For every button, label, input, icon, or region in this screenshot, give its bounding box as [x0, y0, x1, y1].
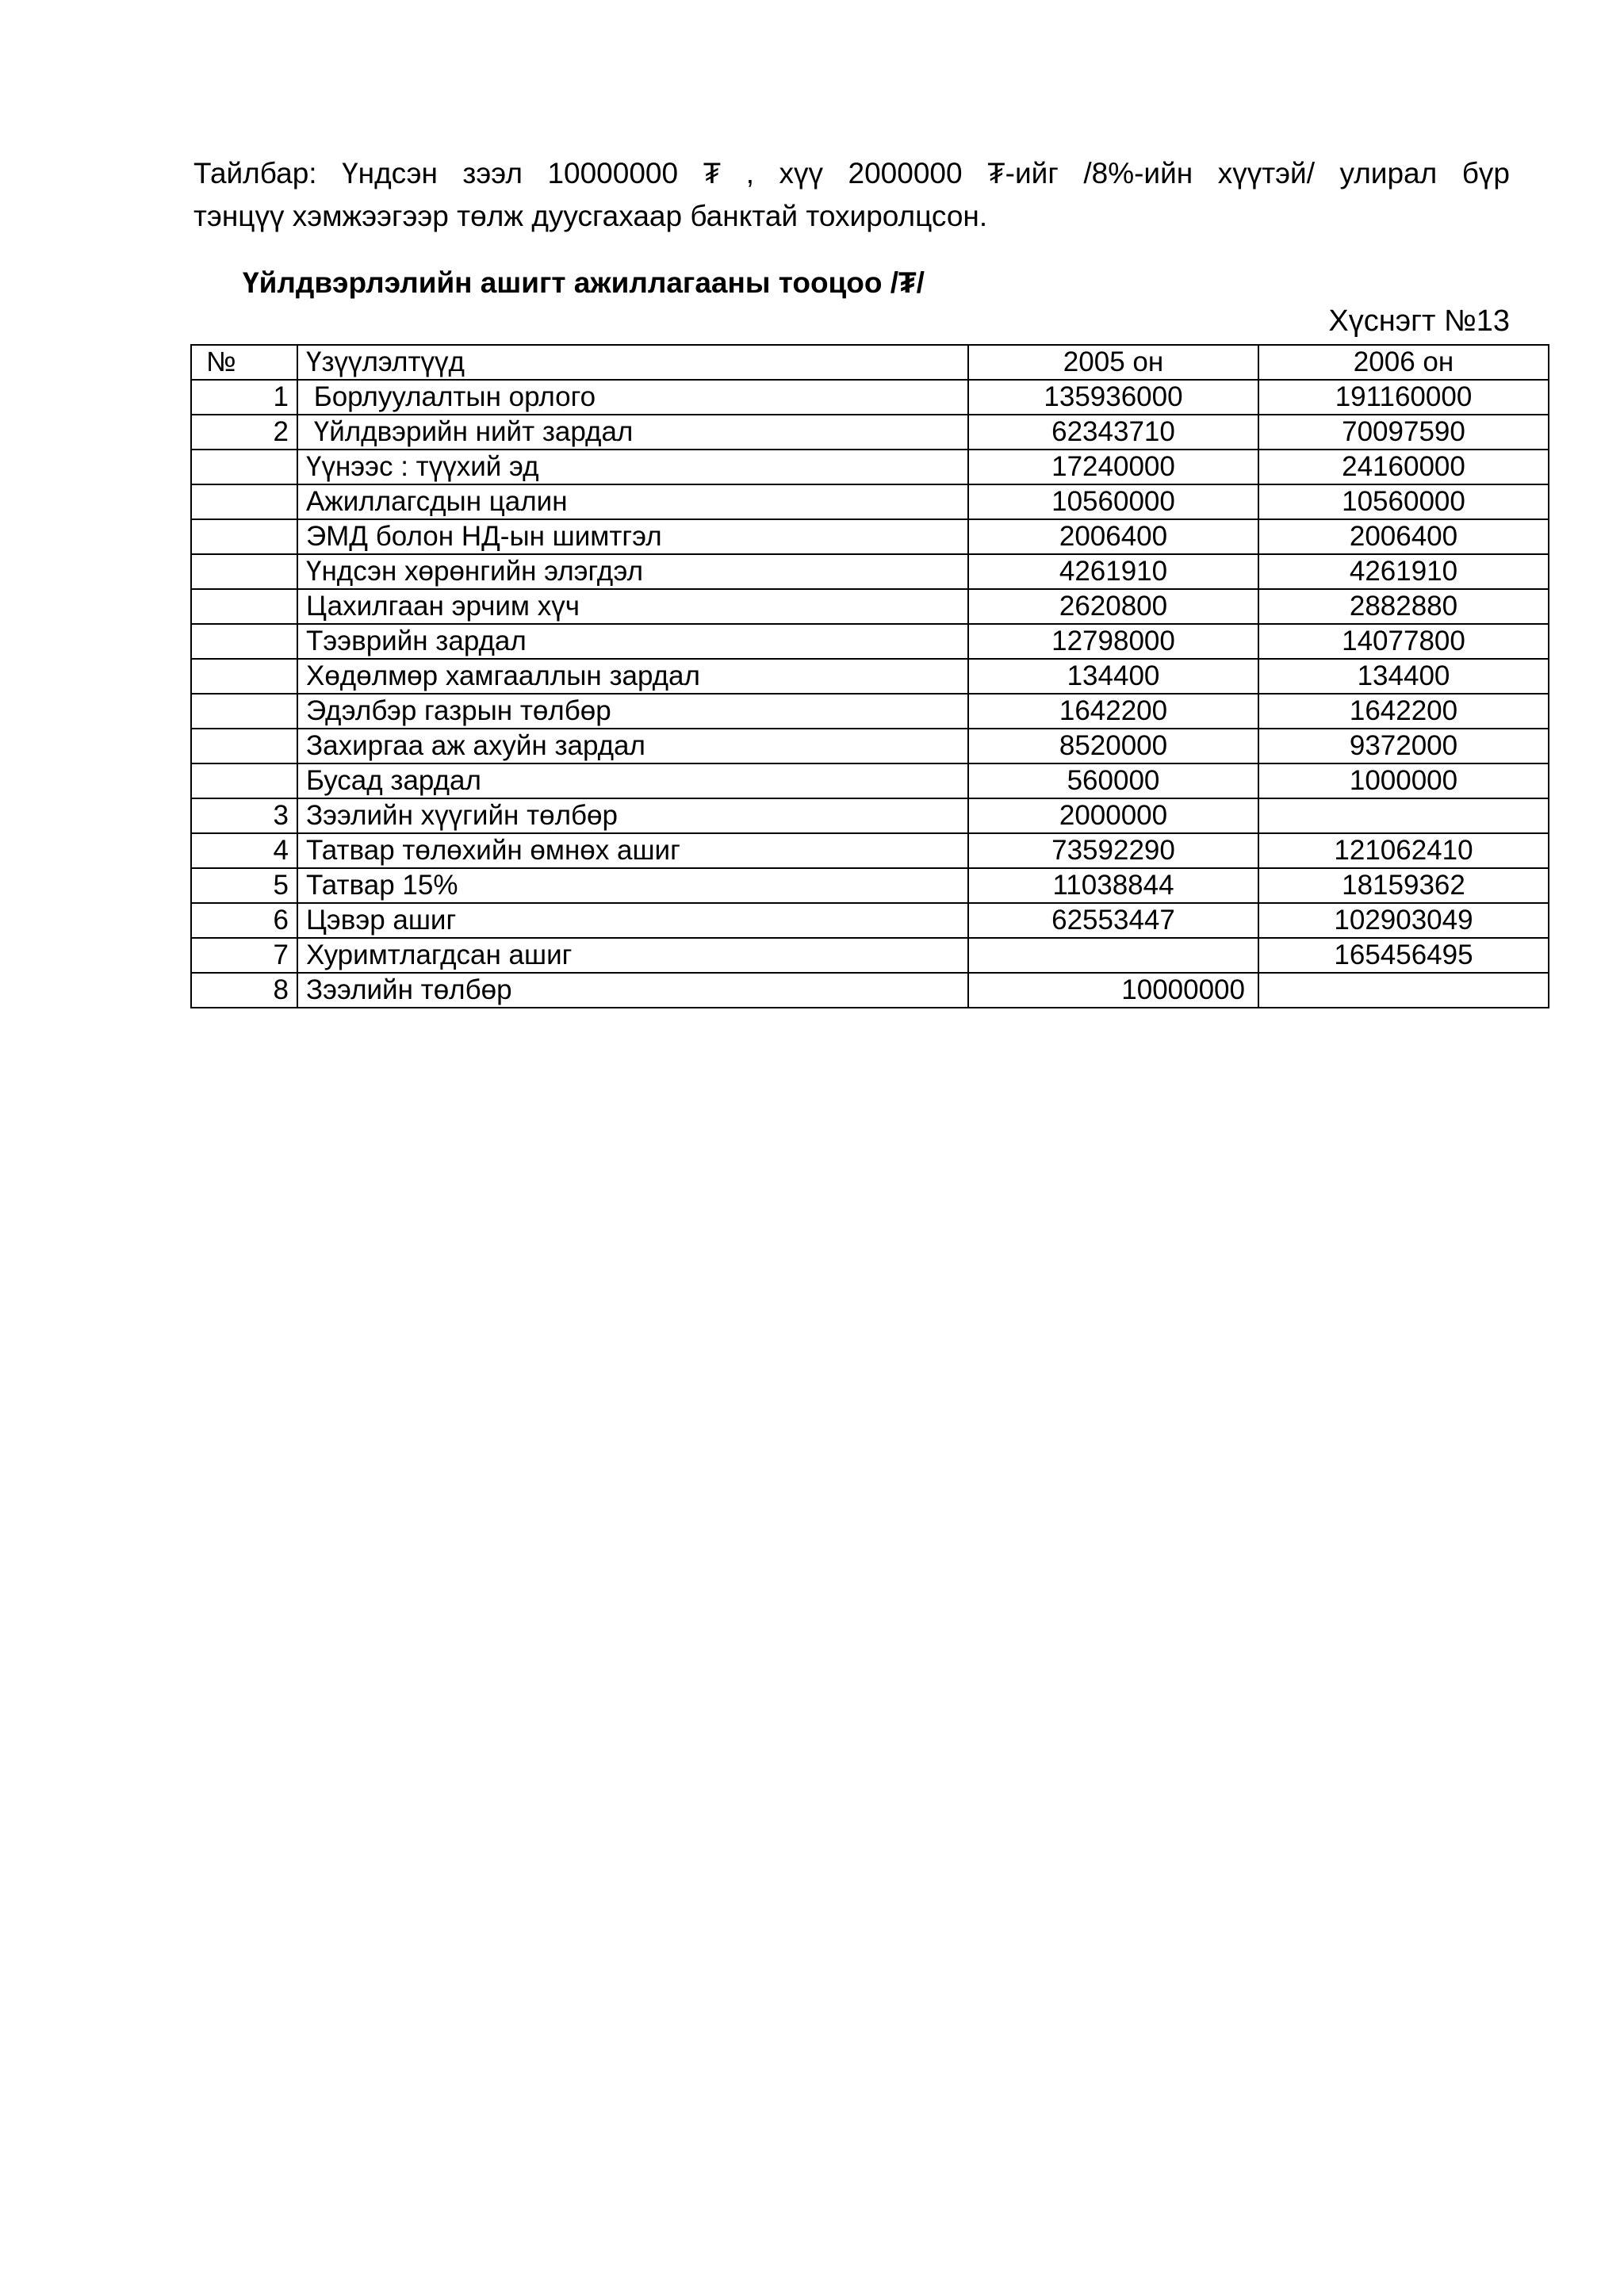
row-no	[191, 554, 297, 589]
row-no: 3	[191, 798, 297, 833]
row-no: 5	[191, 868, 297, 903]
row-2006: 134400	[1258, 659, 1549, 694]
row-2005: 10560000	[968, 484, 1258, 519]
row-2006	[1258, 798, 1549, 833]
row-2006: 165456495	[1258, 938, 1549, 973]
row-name: Цэвэр ашиг	[297, 903, 968, 938]
row-no: 8	[191, 973, 297, 1008]
row-name: Хөдөлмөр хамгааллын зардал	[297, 659, 968, 694]
table-row	[191, 450, 1549, 484]
row-no	[191, 729, 297, 763]
row-no: 4	[191, 833, 297, 868]
row-no: 1	[191, 380, 297, 415]
row-2005: 134400	[968, 659, 1258, 694]
row-2006: 18159362	[1258, 868, 1549, 903]
table-row	[191, 973, 1549, 1008]
table-row	[191, 903, 1549, 938]
row-name: Зээлийн хүүгийн төлбөр	[297, 798, 968, 833]
row-2006: 2882880	[1258, 589, 1549, 624]
row-2006: 4261910	[1258, 554, 1549, 589]
table-row	[191, 694, 1549, 729]
header-no: №	[191, 345, 297, 380]
row-2006: 102903049	[1258, 903, 1549, 938]
row-2006: 191160000	[1258, 380, 1549, 415]
row-2005: 8520000	[968, 729, 1258, 763]
row-name: Захиргаа аж ахуйн зардал	[297, 729, 968, 763]
row-name: Эдэлбэр газрын төлбөр	[297, 694, 968, 729]
table-row	[191, 659, 1549, 694]
profitability-table	[190, 344, 1549, 1008]
row-name: ЭМД болон НД-ын шимтгэл	[297, 519, 968, 554]
row-2006: 24160000	[1258, 450, 1549, 484]
row-name: Зээлийн төлбөр	[297, 973, 968, 1008]
row-2005: 135936000	[968, 380, 1258, 415]
row-name: Бусад зардал	[297, 763, 968, 798]
row-2005: 62553447	[968, 903, 1258, 938]
row-2005: 11038844	[968, 868, 1258, 903]
row-name: Ажиллагсдын цалин	[297, 484, 968, 519]
row-2006: 121062410	[1258, 833, 1549, 868]
row-no: 7	[191, 938, 297, 973]
row-name: Борлуулалтын орлого	[297, 380, 968, 415]
row-no: 2	[191, 415, 297, 450]
row-no	[191, 694, 297, 729]
table-row	[191, 763, 1549, 798]
row-no	[191, 450, 297, 484]
row-2006: 1642200	[1258, 694, 1549, 729]
table-body	[191, 345, 1549, 1008]
row-2005: 2000000	[968, 798, 1258, 833]
table-header-row	[191, 345, 1549, 380]
table-row	[191, 380, 1549, 415]
row-2005: 62343710	[968, 415, 1258, 450]
appendix-label: Хүснэгт №13	[1328, 304, 1510, 338]
table-row	[191, 938, 1549, 973]
table-title: Үйлдвэрлэлийн ашигт ажиллагааны тооцоо /₮/	[243, 266, 925, 299]
note-line-2: тэнцүү хэмжээгээр төлж дуусгахаар банктай тохиролцсон.	[193, 200, 988, 232]
row-2005: 17240000	[968, 450, 1258, 484]
row-name: Тээврийн зардал	[297, 624, 968, 659]
row-2006: 1000000	[1258, 763, 1549, 798]
row-2006	[1258, 973, 1549, 1008]
row-2005: 560000	[968, 763, 1258, 798]
row-2005: 4261910	[968, 554, 1258, 589]
row-2005	[968, 938, 1258, 973]
row-2005: 2620800	[968, 589, 1258, 624]
row-no	[191, 624, 297, 659]
row-2006: 2006400	[1258, 519, 1549, 554]
table-row	[191, 729, 1549, 763]
row-name: Хуримтлагдсан ашиг	[297, 938, 968, 973]
row-2006: 9372000	[1258, 729, 1549, 763]
row-2005: 10000000	[968, 973, 1258, 1008]
row-no	[191, 763, 297, 798]
table-row	[191, 519, 1549, 554]
row-2006: 14077800	[1258, 624, 1549, 659]
row-name: Цахилгаан эрчим хүч	[297, 589, 968, 624]
table-row	[191, 415, 1549, 450]
row-name: Татвар 15%	[297, 868, 968, 903]
header-2006: 2006 он	[1258, 345, 1549, 380]
table-row	[191, 484, 1549, 519]
row-2006: 10560000	[1258, 484, 1549, 519]
header-2005: 2005 он	[968, 345, 1258, 380]
row-name: Татвар төлөхийн өмнөх ашиг	[297, 833, 968, 868]
row-no	[191, 519, 297, 554]
header-name: Үзүүлэлтүүд	[297, 345, 968, 380]
row-name: Үндсэн хөрөнгийн элэгдэл	[297, 554, 968, 589]
note-paragraph	[193, 152, 1510, 238]
table-row	[191, 833, 1549, 868]
row-2005: 12798000	[968, 624, 1258, 659]
table-row	[191, 554, 1549, 589]
row-2005: 1642200	[968, 694, 1258, 729]
row-no	[191, 484, 297, 519]
row-name: Үүнээс : түүхий эд	[297, 450, 968, 484]
row-name: Үйлдвэрийн нийт зардал	[297, 415, 968, 450]
row-no	[191, 589, 297, 624]
row-2006: 70097590	[1258, 415, 1549, 450]
note-line-1: Тайлбар: Үндсэн зээл 10000000 ₮ , хүү 2000000 ₮-ийг /8%-ийн хүүтэй/ улирал бүр	[193, 157, 1510, 189]
row-no	[191, 659, 297, 694]
table-row	[191, 798, 1549, 833]
table-row	[191, 589, 1549, 624]
row-2005: 73592290	[968, 833, 1258, 868]
table-row	[191, 624, 1549, 659]
row-no: 6	[191, 903, 297, 938]
table-row	[191, 868, 1549, 903]
row-2005: 2006400	[968, 519, 1258, 554]
